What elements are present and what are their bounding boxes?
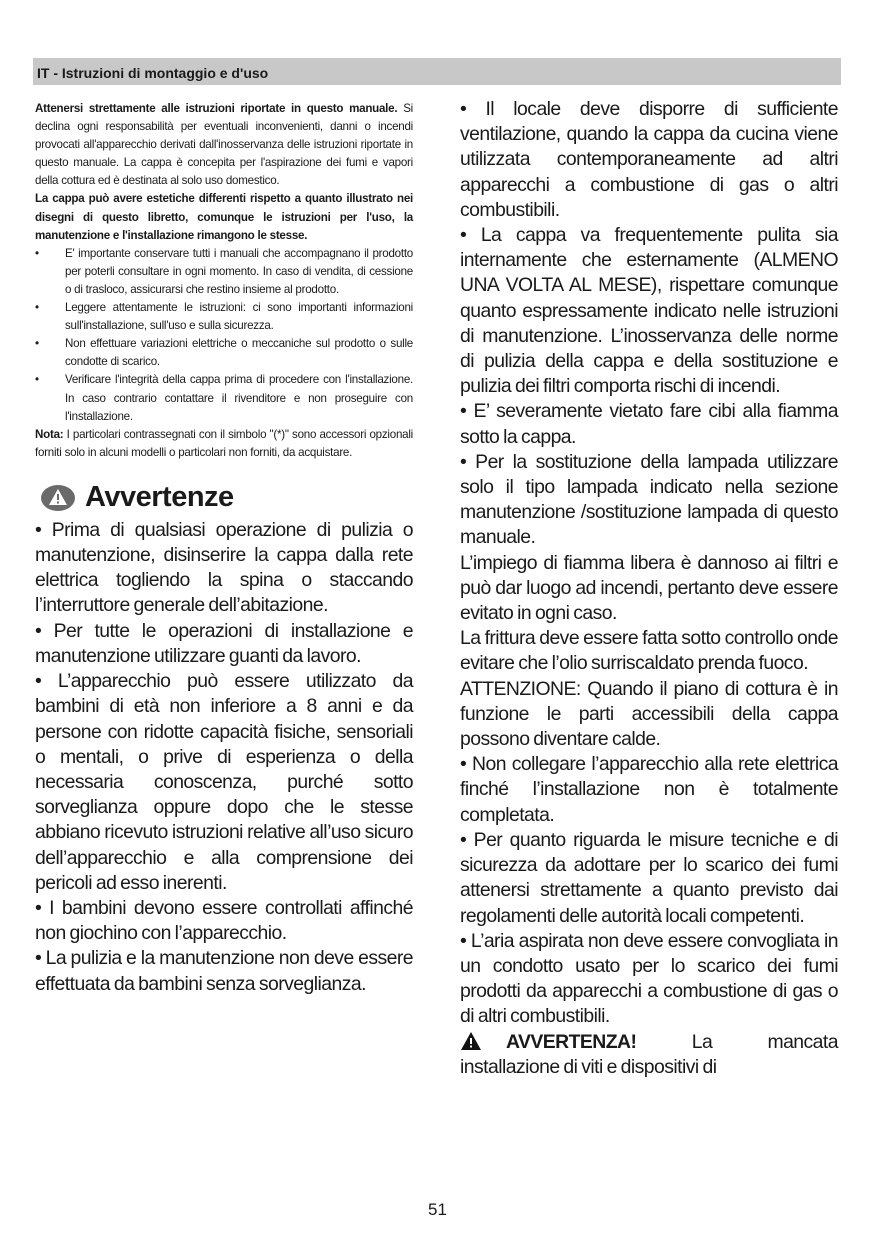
warning-paragraph: • La pulizia e la manutenzione non deve essere effettuata da bambini senza sorveglianza.	[35, 947, 413, 995]
note-paragraph: Nota: I particolari contrassegnati con il simbolo "(*)" sono accessori opzionali forniti solo in alcuni modelli o particolari non forniti, da acquistare.	[35, 427, 413, 459]
warning-paragraph: • Il locale deve disporre di sufficiente ventilazione, quando la cappa da cucina viene utilizzata contemporaneamente ad altri apparecchi a combustione di gas o altri combustibili.	[460, 98, 838, 221]
bullet-icon: •	[35, 301, 39, 315]
warning-paragraph: • E’ severamente vietato fare cibi alla fiamma sotto la cappa.	[460, 400, 838, 448]
note-label: Nota:	[35, 427, 64, 441]
left-column	[35, 100, 413, 997]
intro-paragraph	[35, 100, 413, 190]
warnings-title: Avvertenze	[85, 481, 234, 514]
aesthetic-note: La cappa può avere estetiche differenti rispetto a quanto illustrato nei disegni di questo libretto, comunque le istruzioni per l'uso, la manutenzione e l'installazione rimangono le stesse.	[35, 192, 413, 242]
right-column	[460, 97, 838, 1080]
warning-paragraph: ATTENZIONE: Quando il piano di cottura è in funzione le parti accessibili della cappa possono diventare calde.	[460, 677, 838, 751]
bullet-icon: •	[35, 337, 39, 351]
warning-paragraph: • Prima di qualsiasi operazione di pulizia o manutenzione, disinserire la cappa dalla rete elettrica togliendo la spina o staccando l’interruttore generale dell’abitazione.	[35, 518, 413, 617]
page-number: 51	[428, 1200, 447, 1219]
list-item: • Verificare l'integrità della cappa prima di procedere con l'installazione. In caso contrario contattare il rivenditore e non proseguire con l'installazione.	[35, 373, 413, 423]
list-item: • Non effettuare variazioni elettriche o meccaniche sul prodotto o sulle condotte di scarico.	[35, 337, 413, 369]
warning-paragraph: L’impiego di fiamma libera è dannoso ai filtri e può dar luogo ad incendi, pertanto deve essere evitato in ogni caso.	[460, 551, 838, 625]
bullet-icon: •	[35, 246, 39, 260]
warnings-left	[35, 518, 413, 997]
intro-bullets	[35, 245, 413, 426]
warnings-heading	[35, 480, 413, 516]
warning-paragraph: • I bambini devono essere controllati affinché non giochino con l’apparecchio.	[35, 896, 413, 945]
intro-block	[35, 100, 413, 462]
warning-paragraph: • La cappa va frequentemente pulita sia internamente che esternamente (ALMENO UNA VOLTA AL MESE), rispettare comunque quanto espressamente indicato nelle istruzioni di manutenzione. L’inosservanza delle norme di pulizia della cappa e della sostituzione e pulizia dei filtri comporta rischi di incendi.	[460, 224, 838, 398]
section-header	[33, 58, 841, 85]
warning-paragraph: • Per la sostituzione della lampada utilizzare solo il tipo lampada indicato nella sezione manutenzione /sostituzione lampada di questo manuale.	[460, 450, 838, 549]
final-warning-label: AVVERTENZA!	[506, 1030, 637, 1053]
warning-icon	[41, 481, 75, 515]
intro-text: Si declina ogni responsabilità per eventuali inconvenienti, danni o incendi provocati all'apparecchio derivati dall'inosservanza delle istruzioni riportate in questo manuale. La cappa è concepita per l'aspirazione dei fumi e vapori della cottura ed è destinata al solo uso domestico.	[35, 102, 413, 188]
list-item: • E' importante conservare tutti i manuali che accompagnano il prodotto per poterli consultare in ogni momento. In caso di vendita, di cessione o di trasloco, assicurarsi che restino insieme al prodotto.	[35, 246, 413, 296]
intro-lead: Attenersi strettamente alle istruzioni riportate in questo manuale.	[35, 102, 398, 115]
warning-triangle-icon	[460, 1031, 482, 1051]
warning-paragraph: • Per tutte le operazioni di installazione e manutenzione utilizzare guanti da lavoro.	[35, 619, 413, 667]
warning-paragraph: La frittura deve essere fatta sotto controllo onde evitare che l’olio surriscaldato prenda fuoco.	[460, 627, 838, 675]
warning-paragraph: • Per quanto riguarda le misure tecniche e di sicurezza da adottare per lo scarico dei fumi attenersi strettamente a quanto previsto dai regolamenti delle autorità locali competenti.	[460, 828, 838, 927]
warning-paragraph: • Non collegare l’apparecchio alla rete elettrica finché l’installazione non è totalmente completata.	[460, 753, 838, 826]
warning-paragraph: • L’apparecchio può essere utilizzato da bambini di età non inferiore a 8 anni e da persone con ridotte capacità fisiche, sensoriali o mentali, o prive di esperienza o della necessaria conoscenza, purché sotto sorveglianza oppure dopo che le stesse abbiano ricevuto istruzioni relative all’uso sicuro dell’apparecchio e alla comprensione dei pericoli ad esso inerenti.	[35, 670, 413, 894]
final-warning: AVVERTENZA! La mancata installazione di viti e dispositivi di	[460, 1030, 838, 1078]
list-item: • Leggere attentamente le istruzioni: ci sono importanti informazioni sull'installazione, sull'uso e sulla sicurezza.	[35, 301, 413, 333]
warning-paragraph: • L’aria aspirata non deve essere convogliata in un condotto usato per lo scarico dei fumi prodotti da apparecchi a combustione di gas o di altri combustibili.	[460, 929, 838, 1028]
bullet-icon: •	[35, 373, 39, 387]
section-header-title: IT - Istruzioni di montaggio e d'uso	[37, 65, 269, 81]
